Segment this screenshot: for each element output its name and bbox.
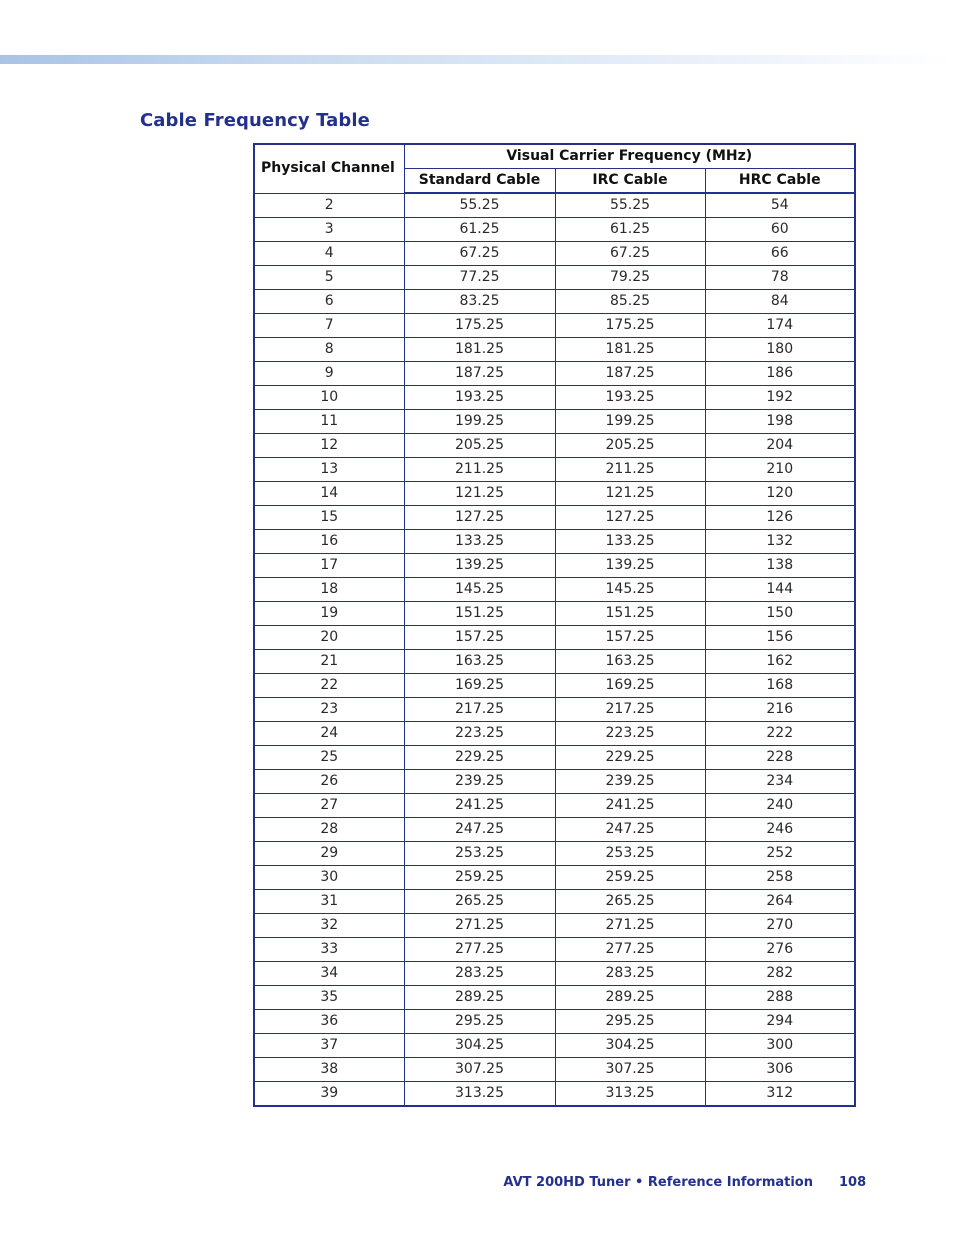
section-title: Cable Frequency Table xyxy=(140,110,370,131)
cell-hrc-cable: 186 xyxy=(705,362,855,386)
table-row xyxy=(254,242,855,266)
cell-physical-channel: 26 xyxy=(254,770,404,794)
cell-physical-channel: 20 xyxy=(254,626,404,650)
table-body xyxy=(254,193,855,1106)
table-row xyxy=(254,794,855,818)
cell-physical-channel: 34 xyxy=(254,962,404,986)
cell-irc-cable: 247.25 xyxy=(555,818,705,842)
cell-physical-channel: 9 xyxy=(254,362,404,386)
cell-irc-cable: 271.25 xyxy=(555,914,705,938)
cell-hrc-cable: 198 xyxy=(705,410,855,434)
cell-physical-channel: 39 xyxy=(254,1082,404,1107)
cell-irc-cable: 139.25 xyxy=(555,554,705,578)
cell-physical-channel: 23 xyxy=(254,698,404,722)
cell-irc-cable: 181.25 xyxy=(555,338,705,362)
cell-physical-channel: 6 xyxy=(254,290,404,314)
cable-frequency-table xyxy=(253,143,856,1107)
cell-physical-channel: 33 xyxy=(254,938,404,962)
cell-irc-cable: 265.25 xyxy=(555,890,705,914)
cell-physical-channel: 24 xyxy=(254,722,404,746)
cell-hrc-cable: 300 xyxy=(705,1034,855,1058)
cell-physical-channel: 17 xyxy=(254,554,404,578)
cell-standard-cable: 77.25 xyxy=(404,266,555,290)
cell-standard-cable: 187.25 xyxy=(404,362,555,386)
table-row xyxy=(254,746,855,770)
page-number: 108 xyxy=(839,1175,867,1190)
table-row xyxy=(254,938,855,962)
cell-physical-channel: 2 xyxy=(254,193,404,218)
cell-irc-cable: 283.25 xyxy=(555,962,705,986)
cell-physical-channel: 36 xyxy=(254,1010,404,1034)
cell-hrc-cable: 168 xyxy=(705,674,855,698)
cell-standard-cable: 217.25 xyxy=(404,698,555,722)
cell-hrc-cable: 270 xyxy=(705,914,855,938)
table-row xyxy=(254,1082,855,1107)
cell-hrc-cable: 228 xyxy=(705,746,855,770)
cell-physical-channel: 25 xyxy=(254,746,404,770)
cell-standard-cable: 205.25 xyxy=(404,434,555,458)
cell-physical-channel: 11 xyxy=(254,410,404,434)
cell-standard-cable: 239.25 xyxy=(404,770,555,794)
cell-irc-cable: 223.25 xyxy=(555,722,705,746)
cell-hrc-cable: 252 xyxy=(705,842,855,866)
cell-irc-cable: 313.25 xyxy=(555,1082,705,1107)
cell-irc-cable: 133.25 xyxy=(555,530,705,554)
cell-standard-cable: 181.25 xyxy=(404,338,555,362)
cell-hrc-cable: 222 xyxy=(705,722,855,746)
cell-hrc-cable: 258 xyxy=(705,866,855,890)
cell-standard-cable: 253.25 xyxy=(404,842,555,866)
table-row xyxy=(254,1034,855,1058)
cell-standard-cable: 55.25 xyxy=(404,193,555,218)
cell-standard-cable: 265.25 xyxy=(404,890,555,914)
header-hrc-cable: HRC Cable xyxy=(705,169,855,194)
cell-hrc-cable: 120 xyxy=(705,482,855,506)
cell-irc-cable: 259.25 xyxy=(555,866,705,890)
cell-standard-cable: 151.25 xyxy=(404,602,555,626)
cell-hrc-cable: 306 xyxy=(705,1058,855,1082)
cell-hrc-cable: 138 xyxy=(705,554,855,578)
table-row xyxy=(254,890,855,914)
cell-standard-cable: 169.25 xyxy=(404,674,555,698)
cell-standard-cable: 67.25 xyxy=(404,242,555,266)
table-row xyxy=(254,193,855,218)
cell-standard-cable: 277.25 xyxy=(404,938,555,962)
cell-physical-channel: 21 xyxy=(254,650,404,674)
cell-physical-channel: 15 xyxy=(254,506,404,530)
cell-irc-cable: 79.25 xyxy=(555,266,705,290)
table-row xyxy=(254,482,855,506)
table-row xyxy=(254,914,855,938)
cell-standard-cable: 61.25 xyxy=(404,218,555,242)
table-row xyxy=(254,506,855,530)
cell-standard-cable: 313.25 xyxy=(404,1082,555,1107)
table-row xyxy=(254,266,855,290)
table-row xyxy=(254,314,855,338)
table-row xyxy=(254,458,855,482)
table-row xyxy=(254,674,855,698)
page-footer xyxy=(0,1175,954,1193)
header-accent-band xyxy=(0,55,954,64)
cell-standard-cable: 211.25 xyxy=(404,458,555,482)
cell-irc-cable: 193.25 xyxy=(555,386,705,410)
cell-hrc-cable: 78 xyxy=(705,266,855,290)
cell-standard-cable: 145.25 xyxy=(404,578,555,602)
cell-physical-channel: 14 xyxy=(254,482,404,506)
cell-physical-channel: 13 xyxy=(254,458,404,482)
cell-standard-cable: 133.25 xyxy=(404,530,555,554)
header-irc-cable: IRC Cable xyxy=(555,169,705,194)
cell-hrc-cable: 180 xyxy=(705,338,855,362)
cell-hrc-cable: 312 xyxy=(705,1082,855,1107)
cell-standard-cable: 307.25 xyxy=(404,1058,555,1082)
cell-standard-cable: 163.25 xyxy=(404,650,555,674)
table-row xyxy=(254,218,855,242)
cell-hrc-cable: 54 xyxy=(705,193,855,218)
cell-physical-channel: 3 xyxy=(254,218,404,242)
cell-hrc-cable: 294 xyxy=(705,1010,855,1034)
cell-irc-cable: 67.25 xyxy=(555,242,705,266)
cell-standard-cable: 127.25 xyxy=(404,506,555,530)
cell-standard-cable: 304.25 xyxy=(404,1034,555,1058)
cell-irc-cable: 187.25 xyxy=(555,362,705,386)
cell-hrc-cable: 240 xyxy=(705,794,855,818)
cell-hrc-cable: 276 xyxy=(705,938,855,962)
cell-irc-cable: 277.25 xyxy=(555,938,705,962)
cell-irc-cable: 85.25 xyxy=(555,290,705,314)
cell-irc-cable: 127.25 xyxy=(555,506,705,530)
cell-irc-cable: 239.25 xyxy=(555,770,705,794)
cell-hrc-cable: 84 xyxy=(705,290,855,314)
cell-physical-channel: 38 xyxy=(254,1058,404,1082)
cell-physical-channel: 31 xyxy=(254,890,404,914)
cell-physical-channel: 7 xyxy=(254,314,404,338)
cell-hrc-cable: 60 xyxy=(705,218,855,242)
cell-standard-cable: 175.25 xyxy=(404,314,555,338)
table-row xyxy=(254,530,855,554)
table-row xyxy=(254,434,855,458)
table-row xyxy=(254,338,855,362)
cell-standard-cable: 295.25 xyxy=(404,1010,555,1034)
cell-physical-channel: 19 xyxy=(254,602,404,626)
cell-irc-cable: 295.25 xyxy=(555,1010,705,1034)
cell-hrc-cable: 204 xyxy=(705,434,855,458)
cell-standard-cable: 229.25 xyxy=(404,746,555,770)
cell-irc-cable: 289.25 xyxy=(555,986,705,1010)
table-row xyxy=(254,962,855,986)
table-row xyxy=(254,290,855,314)
cell-hrc-cable: 234 xyxy=(705,770,855,794)
cell-irc-cable: 151.25 xyxy=(555,602,705,626)
cell-standard-cable: 223.25 xyxy=(404,722,555,746)
cell-standard-cable: 241.25 xyxy=(404,794,555,818)
cell-irc-cable: 205.25 xyxy=(555,434,705,458)
cell-physical-channel: 27 xyxy=(254,794,404,818)
cell-physical-channel: 30 xyxy=(254,866,404,890)
header-visual-carrier-frequency: Visual Carrier Frequency (MHz) xyxy=(404,144,855,169)
table-row xyxy=(254,362,855,386)
cell-physical-channel: 18 xyxy=(254,578,404,602)
table-row xyxy=(254,554,855,578)
cell-irc-cable: 307.25 xyxy=(555,1058,705,1082)
cell-standard-cable: 83.25 xyxy=(404,290,555,314)
cell-irc-cable: 55.25 xyxy=(555,193,705,218)
cell-physical-channel: 29 xyxy=(254,842,404,866)
cell-physical-channel: 4 xyxy=(254,242,404,266)
cell-irc-cable: 163.25 xyxy=(555,650,705,674)
table-row xyxy=(254,386,855,410)
cell-standard-cable: 199.25 xyxy=(404,410,555,434)
cell-hrc-cable: 162 xyxy=(705,650,855,674)
cell-hrc-cable: 246 xyxy=(705,818,855,842)
cell-irc-cable: 175.25 xyxy=(555,314,705,338)
cell-hrc-cable: 216 xyxy=(705,698,855,722)
cell-irc-cable: 169.25 xyxy=(555,674,705,698)
table-row xyxy=(254,770,855,794)
cell-physical-channel: 12 xyxy=(254,434,404,458)
cell-standard-cable: 289.25 xyxy=(404,986,555,1010)
cell-standard-cable: 193.25 xyxy=(404,386,555,410)
table-row xyxy=(254,578,855,602)
table-row xyxy=(254,722,855,746)
cell-physical-channel: 28 xyxy=(254,818,404,842)
cell-hrc-cable: 150 xyxy=(705,602,855,626)
cell-standard-cable: 271.25 xyxy=(404,914,555,938)
cell-physical-channel: 8 xyxy=(254,338,404,362)
cell-hrc-cable: 66 xyxy=(705,242,855,266)
table-row xyxy=(254,842,855,866)
cell-hrc-cable: 144 xyxy=(705,578,855,602)
footer-document-title: AVT 200HD Tuner • Reference Information xyxy=(503,1175,813,1190)
table-row xyxy=(254,1010,855,1034)
cell-hrc-cable: 288 xyxy=(705,986,855,1010)
cell-hrc-cable: 132 xyxy=(705,530,855,554)
cell-standard-cable: 247.25 xyxy=(404,818,555,842)
cell-standard-cable: 157.25 xyxy=(404,626,555,650)
cell-physical-channel: 37 xyxy=(254,1034,404,1058)
cell-physical-channel: 10 xyxy=(254,386,404,410)
cell-irc-cable: 61.25 xyxy=(555,218,705,242)
table-row xyxy=(254,1058,855,1082)
cell-standard-cable: 283.25 xyxy=(404,962,555,986)
cell-irc-cable: 211.25 xyxy=(555,458,705,482)
cell-hrc-cable: 156 xyxy=(705,626,855,650)
cell-physical-channel: 22 xyxy=(254,674,404,698)
table-row xyxy=(254,818,855,842)
table-row xyxy=(254,866,855,890)
table-row xyxy=(254,650,855,674)
cell-irc-cable: 229.25 xyxy=(555,746,705,770)
cell-physical-channel: 5 xyxy=(254,266,404,290)
cell-irc-cable: 145.25 xyxy=(555,578,705,602)
header-physical-channel: Physical Channel xyxy=(254,144,404,193)
cell-physical-channel: 35 xyxy=(254,986,404,1010)
cell-irc-cable: 253.25 xyxy=(555,842,705,866)
cell-hrc-cable: 282 xyxy=(705,962,855,986)
cell-hrc-cable: 264 xyxy=(705,890,855,914)
table-row xyxy=(254,698,855,722)
cell-irc-cable: 217.25 xyxy=(555,698,705,722)
table-row xyxy=(254,986,855,1010)
table-row xyxy=(254,410,855,434)
cell-hrc-cable: 210 xyxy=(705,458,855,482)
cell-hrc-cable: 174 xyxy=(705,314,855,338)
cell-physical-channel: 16 xyxy=(254,530,404,554)
cell-irc-cable: 241.25 xyxy=(555,794,705,818)
cell-standard-cable: 259.25 xyxy=(404,866,555,890)
table-row xyxy=(254,626,855,650)
cell-hrc-cable: 192 xyxy=(705,386,855,410)
cell-standard-cable: 139.25 xyxy=(404,554,555,578)
cell-physical-channel: 32 xyxy=(254,914,404,938)
cell-irc-cable: 199.25 xyxy=(555,410,705,434)
cell-hrc-cable: 126 xyxy=(705,506,855,530)
header-standard-cable: Standard Cable xyxy=(404,169,555,194)
cell-irc-cable: 304.25 xyxy=(555,1034,705,1058)
cell-irc-cable: 157.25 xyxy=(555,626,705,650)
cell-irc-cable: 121.25 xyxy=(555,482,705,506)
cell-standard-cable: 121.25 xyxy=(404,482,555,506)
table-row xyxy=(254,602,855,626)
